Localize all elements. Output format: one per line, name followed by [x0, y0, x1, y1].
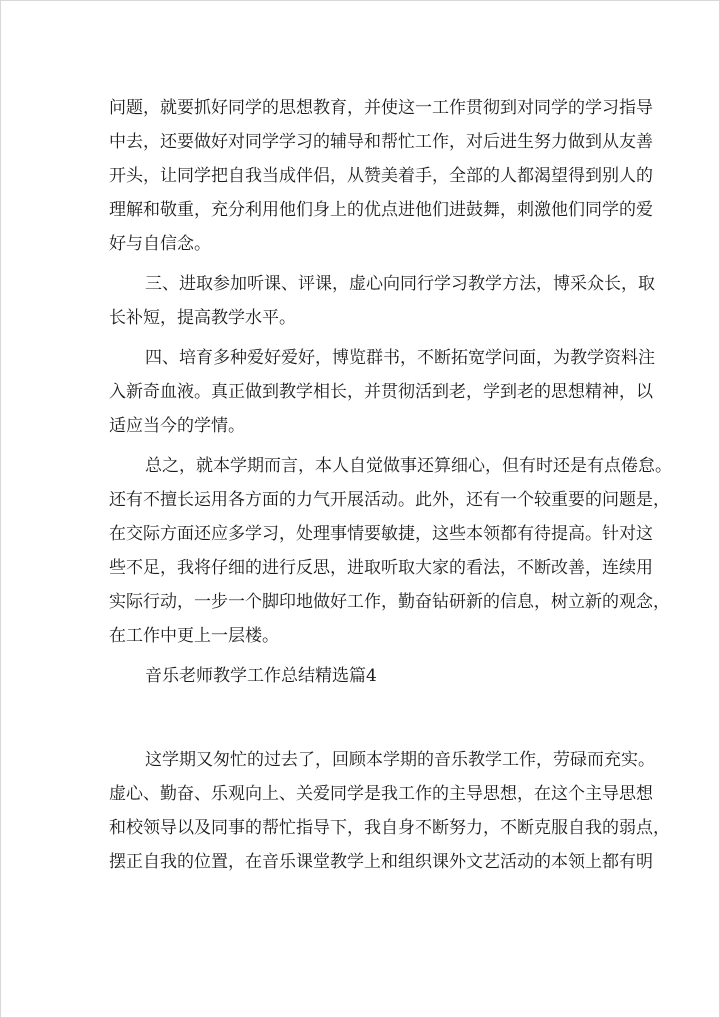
text-line: 四、培育多种爱好爱好，博览群书，不断拓宽学问面，为教学资料注 [145, 348, 655, 368]
text-line: 适应当今的学情。 [109, 416, 245, 436]
text-line: 理解和敬重，充分利用他们身上的优点进他们进鼓舞，刺激他们同学的爱 [109, 200, 653, 220]
text-line: 好与自信念。 [109, 234, 211, 254]
document-body [109, 91, 672, 879]
text-line: 总之，就本学期而言，本人自觉做事还算细心，但有时还是有点倦怠。 [145, 456, 672, 476]
text-line: 开头，让同学把自我当成伴侣，从赞美着手，全部的人都渴望得到别人的 [109, 166, 653, 186]
text-line: 在工作中更上一层楼。 [109, 626, 279, 646]
section-heading: 音乐老师教学工作总结精选篇4 [145, 666, 377, 686]
text-line: 和校领导以及同事的帮忙指导下，我自身不断努力，不断克服自我的弱点， [109, 818, 670, 838]
text-line: 长补短，提高教学水平。 [109, 308, 296, 328]
text-line: 些不足，我将仔细的进行反思，进取听取大家的看法，不断改善，连续用 [109, 558, 653, 578]
text-line: 摆正自我的位置，在音乐课堂教学上和组织课外文艺活动的本领上都有明 [109, 852, 653, 872]
text-line: 三、进取参加听课、评课，虚心向同行学习教学方法，博采众长，取 [145, 274, 655, 294]
text-line: 入新奇血液。真正做到教学相长，并贯彻活到老，学到老的思想精神，以 [109, 382, 653, 402]
text-line: 问题，就要抓好同学的思想教育，并使这一工作贯彻到对同学的学习指导 [109, 98, 653, 118]
text-line: 虚心、勤奋、乐观向上、关爱同学是我工作的主导思想，在这个主导思想 [109, 784, 653, 804]
text-line: 在交际方面还应多学习，处理事情要敏捷，这些本领都有待提高。针对这 [109, 524, 653, 544]
text-line: 实际行动，一步一个脚印地做好工作，勤奋钻研新的信息，树立新的观念， [109, 592, 670, 612]
text-line: 中去，还要做好对同学学习的辅导和帮忙工作，对后进生努力做到从友善 [109, 132, 653, 152]
text-line: 这学期又匆忙的过去了，回顾本学期的音乐教学工作，劳碌而充实。 [145, 750, 655, 770]
text-line: 还有不擅长运用各方面的力气开展活动。此外，还有一个较重要的问题是， [109, 490, 670, 510]
